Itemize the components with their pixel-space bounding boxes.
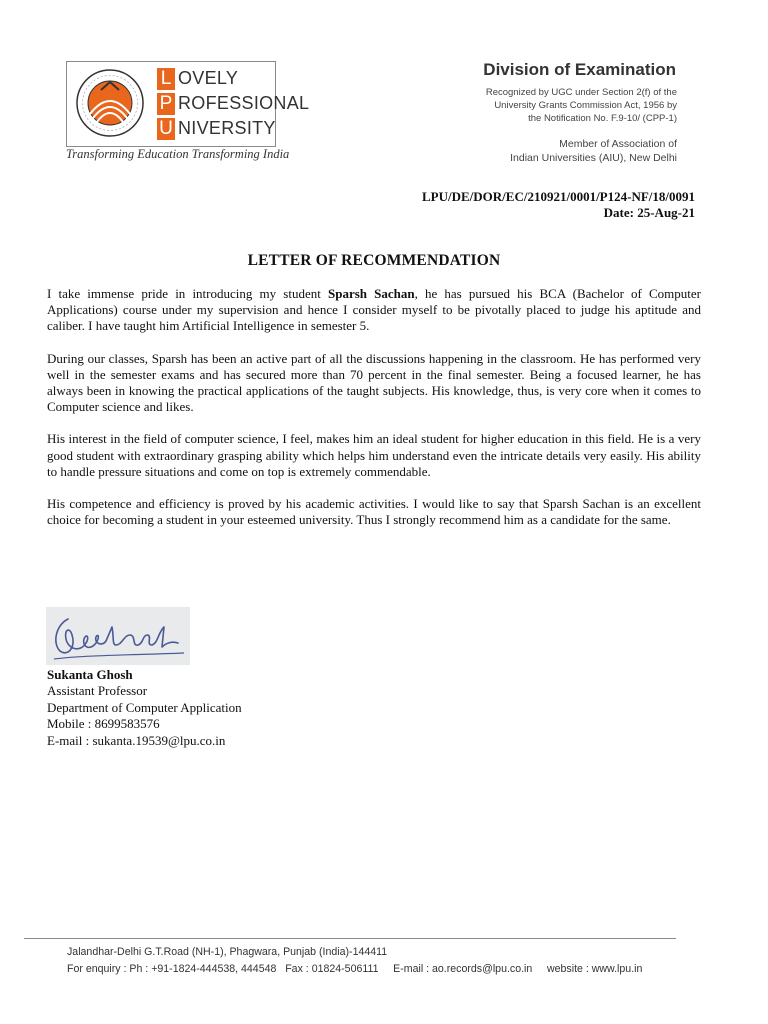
paragraph: His competence and efficiency is proved by his academic activities. I would like to say that Sparsh Sachan is an excellent choice for becoming a student in your esteemed university. Thus I strongly recommend him as a candidate for the same. [47, 496, 701, 528]
paragraph: During our classes, Sparsh has been an active part of all the discussions happening in the classroom. He has performed very well in the semester exams and has secured more than 70 percent in the final semester. Being a focused learner, he has always been in knowing the practical applications of the taught subjects. His knowledge, thus, is very core when it comes to Computer science and likes. [47, 350, 701, 415]
university-seal-icon [75, 68, 145, 138]
logo-letter-u: U [157, 118, 175, 140]
logo-tagline: Transforming Education Transforming India [66, 147, 290, 161]
membership-line: Indian Universities (AIU), New Delhi [510, 151, 677, 164]
division-title: Division of Examination [483, 60, 676, 79]
logo-word-lovely: OVELY [178, 68, 239, 88]
signer-email: E-mail : sukanta.19539@lpu.co.in [47, 732, 226, 748]
handwritten-signature-icon [46, 607, 190, 665]
footer-address: Jalandhar-Delhi G.T.Road (NH-1), Phagwara, Punjab (India)-144411 [67, 946, 388, 958]
letter-date: Date: 25-Aug-21 [603, 205, 695, 220]
footer-contact: For enquiry : Ph : +91-1824-444538, 444548 Fax : 01824-506111 E-mail : ao.records@lpu.co.in website : www.lpu.in [67, 963, 643, 975]
signer-mobile: Mobile : 8699583576 [47, 716, 160, 732]
signer-name: Sukanta Ghosh [47, 667, 133, 682]
logo-word-professional: ROFESSIONAL [178, 93, 310, 113]
university-logo [66, 61, 310, 147]
recognition-line: the Notification No. F.9-10/ (CPP-1) [528, 113, 677, 124]
letter-title: LETTER OF RECOMMENDATION [247, 252, 501, 269]
footer [67, 944, 642, 978]
signer-block [47, 667, 242, 749]
signer-designation: Assistant Professor [47, 683, 148, 699]
logo-word-university: NIVERSITY [178, 118, 276, 138]
logo-letter-p: P [157, 93, 175, 115]
paragraph-text: I take immense pride in introducing my student [47, 286, 328, 301]
recognition-note [437, 86, 677, 125]
letter-body [47, 286, 701, 544]
recognition-line: Recognized by UGC under Section 2(f) of the [485, 87, 677, 98]
membership-note [437, 138, 677, 165]
student-name: Sparsh Sachan [327, 286, 415, 301]
logo-letter-l: L [157, 68, 175, 90]
paragraph-text: , he has pursued his BCA (Bachelor of Computer Applications) course under my supervision and hence I consider myself to be pivotally placed to judge his aptitude and caliber. I have taught him Artificial Intelligence in semester 5. [47, 286, 702, 334]
reference-number: LPU/DE/DOR/EC/210921/0001/P124-NF/18/0091 [422, 189, 695, 204]
membership-line: Member of Association of [559, 138, 677, 150]
signature-image [46, 607, 190, 665]
footer-divider [24, 938, 676, 939]
paragraph [47, 286, 701, 335]
recognition-line: University Grants Commission Act, 1956 by [494, 100, 677, 111]
paragraph: His interest in the field of computer science, I feel, makes him an ideal student for higher education in this field. He is a very good student with extraordinary grasping ability which helps him understand even the intricate details very easily. His ability to handle pressure situations and come on top is extremely commendable. [47, 431, 701, 479]
signer-department: Department of Computer Application [47, 699, 242, 715]
